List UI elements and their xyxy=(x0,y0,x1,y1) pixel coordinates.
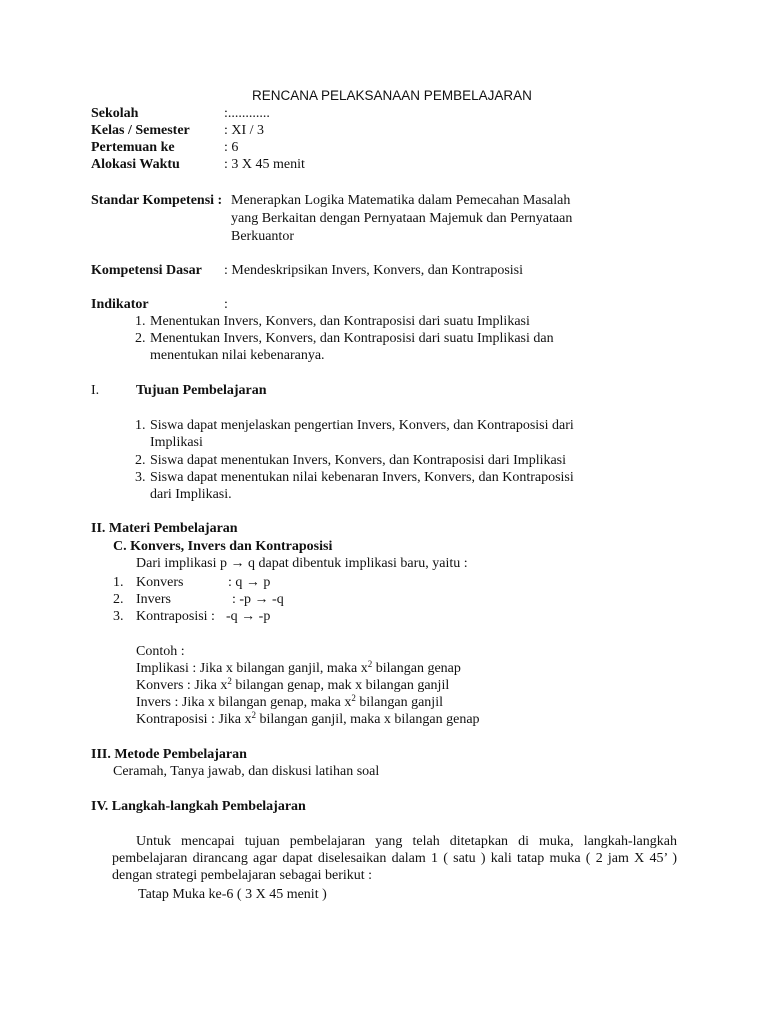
materi-list-label-1: Konvers xyxy=(136,575,184,590)
materi-list-value-3: -q → -p xyxy=(226,609,271,624)
pertemuan-label: Pertemuan ke xyxy=(91,140,175,155)
indikator-item-2-cont: menentukan nilai kebenaranya. xyxy=(150,348,325,363)
indikator-item-1: Menentukan Invers, Konvers, dan Kontraposisi dari suatu Implikasi xyxy=(150,314,530,329)
materi-list-value-2: : -p → -q xyxy=(232,592,284,607)
tatap-muka: Tatap Muka ke-6 ( 3 X 45 menit ) xyxy=(138,887,327,902)
contoh-invers: Invers : Jika x bilangan genap, maka $x^2$ bilangan ganjil xyxy=(136,693,443,710)
materi-list-value-1: : q → p xyxy=(228,575,271,590)
materi-list-label-3: Kontraposisi : xyxy=(136,609,215,624)
indikator-colon: : xyxy=(224,297,228,312)
tujuan-roman: I. xyxy=(91,383,100,398)
tujuan-item-1: Siswa dapat menjelaskan pengertian Invers, Konvers, dan Kontraposisi dari xyxy=(150,418,574,433)
indikator-label: Indikator xyxy=(91,297,149,312)
indikator-num-1: 1. xyxy=(135,314,146,329)
tujuan-num-1: 1. xyxy=(135,418,146,433)
materi-list-num-1: 1. xyxy=(113,575,124,590)
dasar-value: : Mendeskripsikan Invers, Konvers, dan Kontraposisi xyxy=(224,263,524,278)
sekolah-label: Sekolah xyxy=(91,106,139,121)
pertemuan-value: : 6 xyxy=(224,140,239,155)
materi-list-label-2: Invers xyxy=(136,592,171,607)
tujuan-item-1-cont: Implikasi xyxy=(150,435,203,450)
tujuan-item-3-cont: dari Implikasi. xyxy=(150,487,232,502)
sekolah-value: :............ xyxy=(224,106,270,121)
standar-line-2: yang Berkaitan dengan Pernyataan Majemuk dan Pernyataan xyxy=(231,211,573,226)
tujuan-num-2: 2. xyxy=(135,453,146,468)
tujuan-heading: Tujuan Pembelajaran xyxy=(136,383,267,398)
langkah-paragraph: Untuk mencapai tujuan pembelajaran yang telah ditetapkan di muka, langkah-langkah pembelajaran dirancang agar dapat diselesaikan dalam 1 ( satu ) kali tatap muka ( 2 jam X 45’ ) dengan strategi pembelajaran sebagai berikut : xyxy=(112,834,677,883)
standar-line-1: Menerapkan Logika Matematika dalam Pemecahan Masalah xyxy=(231,193,571,208)
tujuan-num-3: 3. xyxy=(135,470,146,485)
contoh-label: Contoh : xyxy=(136,644,185,659)
contoh-implikasi: Implikasi : Jika x bilangan ganjil, maka $x^2$ bilangan genap xyxy=(136,659,461,676)
kelas-value: : XI / 3 xyxy=(224,123,265,138)
langkah-heading: IV. Langkah-langkah Pembelajaran xyxy=(91,799,306,814)
alokasi-label: Alokasi Waktu xyxy=(91,157,180,172)
tujuan-item-3: Siswa dapat menentukan nilai kebenaran Invers, Konvers, dan Kontraposisi xyxy=(150,470,574,485)
page-title: RENCANA PELAKSANAAN PEMBELAJARAN xyxy=(252,88,532,103)
materi-subheading: C. Konvers, Invers dan Kontraposisi xyxy=(113,539,333,554)
dasar-label: Kompetensi Dasar xyxy=(91,263,202,278)
metode-text: Ceramah, Tanya jawab, dan diskusi latihan soal xyxy=(113,764,380,779)
alokasi-value: : 3 X 45 menit xyxy=(224,157,305,172)
kelas-label: Kelas / Semester xyxy=(91,123,190,138)
standar-line-3: Berkuantor xyxy=(231,229,294,244)
standar-label: Standar Kompetensi : xyxy=(91,193,223,208)
materi-list-num-3: 3. xyxy=(113,609,124,624)
metode-heading: III. Metode Pembelajaran xyxy=(91,747,247,762)
materi-intro: Dari implikasi p → q dapat dibentuk implikasi baru, yaitu : xyxy=(136,556,468,571)
indikator-num-2: 2. xyxy=(135,331,146,346)
tujuan-item-2: Siswa dapat menentukan Invers, Konvers, dan Kontraposisi dari Implikasi xyxy=(150,453,567,468)
contoh-kontraposisi: Kontraposisi : Jika $x^2$ bilangan ganjil, maka x bilangan genap xyxy=(136,710,480,727)
materi-list-num-2: 2. xyxy=(113,592,124,607)
contoh-konvers: Konvers : Jika $x^2$ bilangan genap, mak x bilangan ganjil xyxy=(136,676,450,693)
materi-heading: II. Materi Pembelajaran xyxy=(91,521,238,536)
indikator-item-2: Menentukan Invers, Konvers, dan Kontraposisi dari suatu Implikasi dan xyxy=(150,331,554,346)
